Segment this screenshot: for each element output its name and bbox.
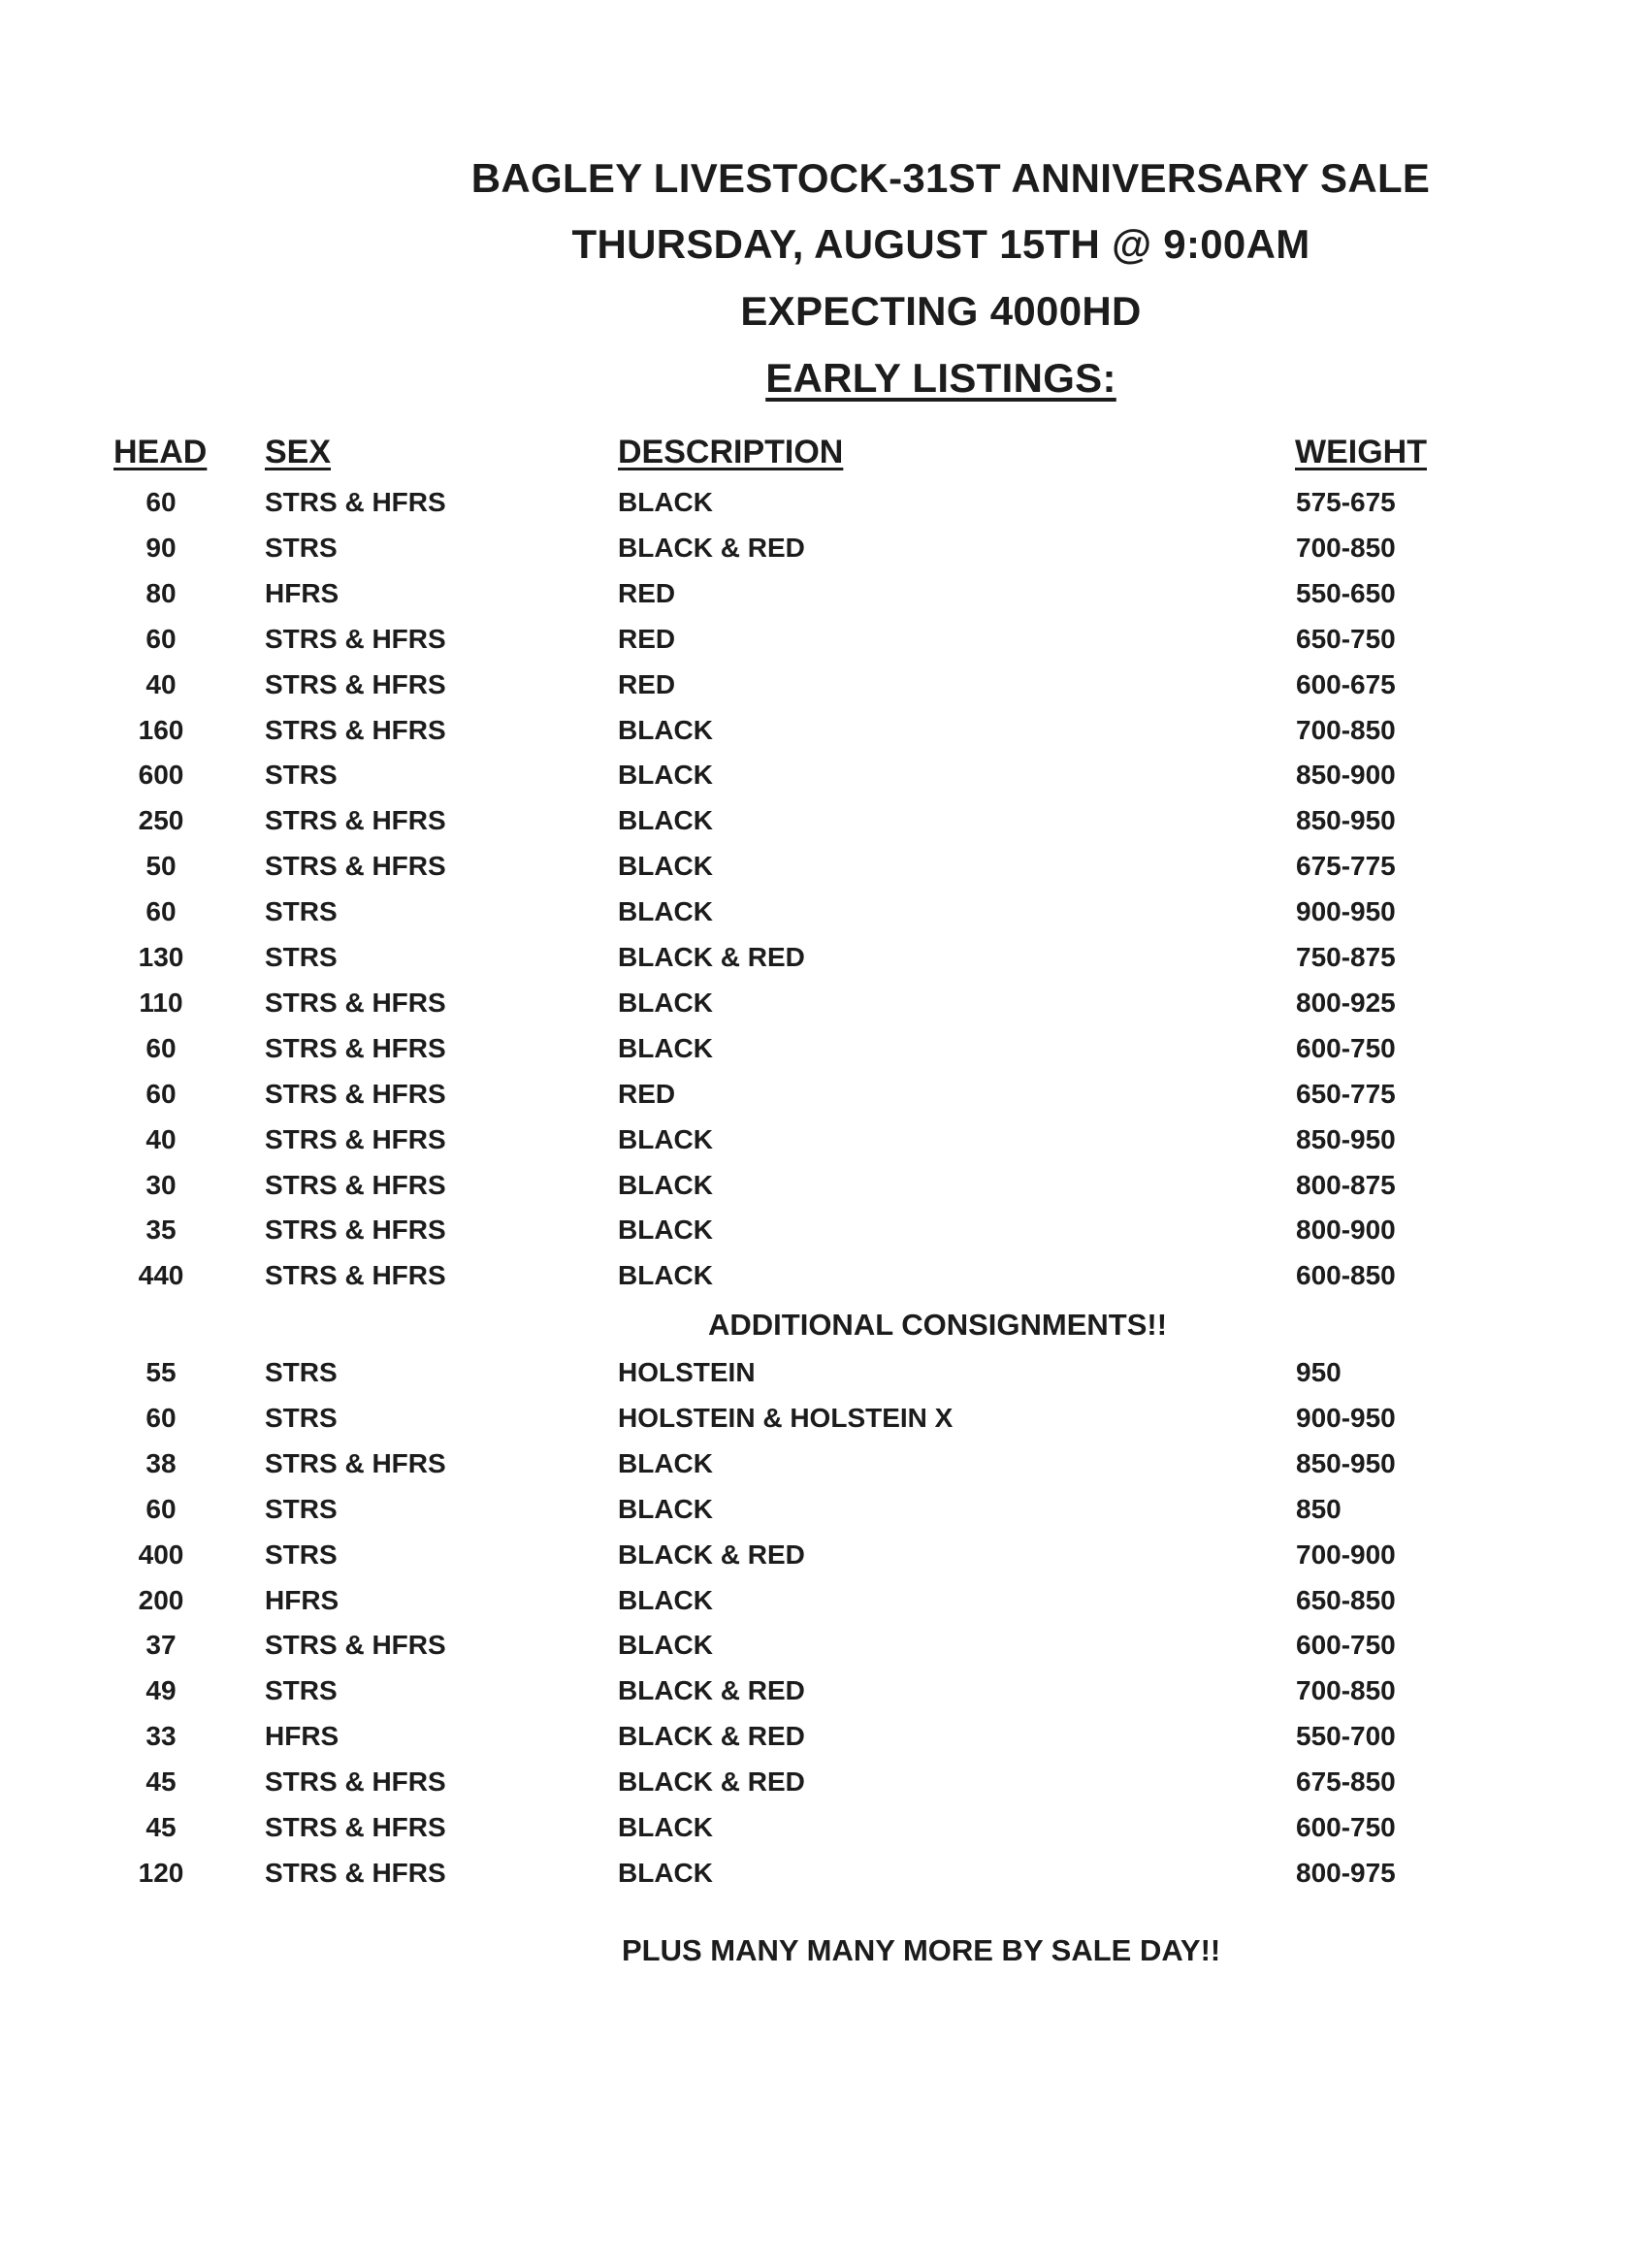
- listing-weight: 600-750: [1296, 1812, 1396, 1842]
- listing-description: BLACK: [618, 1812, 713, 1842]
- listing-weight: 600-750: [1296, 1032, 1396, 1063]
- listing-sex: STRS & HFRS: [265, 1447, 446, 1478]
- listing-sex: STRS: [265, 760, 338, 791]
- listing-sex: STRS & HFRS: [265, 1812, 446, 1842]
- listing-weight: 800-975: [1296, 1857, 1396, 1888]
- listing-description: BLACK: [618, 987, 713, 1018]
- listing-description: BLACK: [618, 1032, 713, 1063]
- expected-head-count: EXPECTING 4000HD: [740, 288, 1142, 334]
- listing-sex: HFRS: [265, 1721, 340, 1752]
- listing-description: BLACK: [618, 1260, 713, 1291]
- listing-head-count: 55: [146, 1357, 177, 1387]
- early-listings-heading: EARLY LISTINGS:: [765, 355, 1116, 401]
- listing-sex: STRS & HFRS: [265, 1630, 446, 1661]
- listing-head-count: 60: [146, 896, 177, 927]
- listing-weight: 750-875: [1296, 942, 1396, 972]
- listing-weight: 675-775: [1296, 851, 1396, 882]
- listing-head-count: 33: [146, 1721, 177, 1752]
- listing-row: [0, 578, 1649, 617]
- listing-sex: STRS: [265, 896, 338, 927]
- listing-description: RED: [618, 623, 676, 654]
- listing-row: [0, 805, 1649, 844]
- listing-weight: 600-675: [1296, 668, 1396, 699]
- listing-row: [0, 533, 1649, 571]
- listing-head-count: 60: [146, 1402, 177, 1433]
- listing-description: BLACK: [618, 1630, 713, 1661]
- listing-weight: 850-900: [1296, 760, 1396, 791]
- listing-head-count: 37: [146, 1630, 177, 1661]
- listing-row: [0, 1494, 1649, 1533]
- listing-weight: 575-675: [1296, 487, 1396, 517]
- listing-weight: 650-750: [1296, 623, 1396, 654]
- listing-description: RED: [618, 1078, 676, 1109]
- listing-weight: 600-750: [1296, 1630, 1396, 1661]
- listing-sex: STRS: [265, 1539, 338, 1570]
- listing-sex: STRS & HFRS: [265, 987, 446, 1018]
- listing-description: RED: [618, 668, 676, 699]
- listing-row: [0, 1448, 1649, 1487]
- listing-sex: STRS & HFRS: [265, 1078, 446, 1109]
- listing-head-count: 130: [138, 942, 184, 972]
- listing-weight: 650-850: [1296, 1584, 1396, 1615]
- listing-description: BLACK: [618, 851, 713, 882]
- listing-head-count: 45: [146, 1766, 177, 1798]
- listing-head-count: 400: [138, 1539, 184, 1570]
- listing-description: BLACK: [618, 805, 713, 836]
- listing-description: HOLSTEIN: [618, 1357, 756, 1387]
- sale-date: THURSDAY, AUGUST 15TH @ 9:00AM: [571, 221, 1310, 267]
- listing-weight: 550-700: [1296, 1721, 1396, 1752]
- listing-row: [0, 1539, 1649, 1578]
- listing-weight: 950: [1296, 1357, 1342, 1387]
- listing-description: BLACK: [618, 1447, 713, 1478]
- listing-description: BLACK: [618, 1857, 713, 1888]
- listing-description: BLACK: [618, 1493, 713, 1524]
- listing-description: BLACK & RED: [618, 1675, 805, 1706]
- listing-description: BLACK: [618, 1215, 713, 1246]
- listing-head-count: 60: [146, 1078, 177, 1109]
- listing-head-count: 40: [146, 1123, 177, 1154]
- listing-row: [0, 1260, 1649, 1299]
- listing-head-count: 110: [139, 987, 183, 1018]
- listing-row: [0, 669, 1649, 708]
- listing-description: BLACK: [618, 714, 713, 745]
- listing-sex: STRS & HFRS: [265, 1260, 446, 1291]
- listing-sex: STRS: [265, 1402, 338, 1433]
- listing-description: BLACK & RED: [618, 942, 805, 972]
- listing-weight: 650-775: [1296, 1078, 1396, 1109]
- listing-weight: 600-850: [1296, 1260, 1396, 1291]
- listing-sex: STRS & HFRS: [265, 1123, 446, 1154]
- column-header-sex: SEX: [265, 434, 332, 470]
- listing-head-count: 250: [138, 805, 184, 836]
- listing-sex: HFRS: [265, 1584, 340, 1615]
- listing-row: [0, 988, 1649, 1026]
- listing-row: [0, 624, 1649, 663]
- listing-sex: STRS & HFRS: [265, 487, 446, 517]
- listing-row: [0, 1357, 1649, 1396]
- listing-head-count: 200: [138, 1584, 184, 1615]
- listing-head-count: 40: [146, 668, 177, 699]
- listing-description: RED: [618, 577, 676, 608]
- listing-head-count: 49: [146, 1675, 177, 1706]
- listing-head-count: 160: [138, 714, 184, 745]
- listing-row: [0, 715, 1649, 754]
- listing-sex: STRS: [265, 532, 338, 563]
- listing-weight: 850: [1296, 1493, 1342, 1524]
- listing-sex: STRS & HFRS: [265, 623, 446, 654]
- listing-row: [0, 1170, 1649, 1209]
- listing-head-count: 440: [138, 1260, 184, 1291]
- listing-head-count: 35: [146, 1215, 177, 1246]
- listing-sex: STRS: [265, 942, 338, 972]
- listing-sex: HFRS: [265, 577, 340, 608]
- listing-sex: STRS: [265, 1357, 338, 1387]
- listing-description: BLACK & RED: [618, 532, 805, 563]
- listing-sex: STRS & HFRS: [265, 1032, 446, 1063]
- listing-sex: STRS & HFRS: [265, 1766, 446, 1798]
- listing-sex: STRS & HFRS: [265, 1169, 446, 1200]
- column-header-head: HEAD: [113, 434, 208, 470]
- listing-row: [0, 896, 1649, 935]
- listing-head-count: 50: [146, 851, 177, 882]
- listing-row: [0, 942, 1649, 981]
- listing-row: [0, 1215, 1649, 1253]
- listing-row: [0, 1721, 1649, 1760]
- listing-head-count: 80: [146, 577, 177, 608]
- listing-row: [0, 1766, 1649, 1805]
- listing-row: [0, 851, 1649, 890]
- column-header-description: DESCRIPTION: [618, 434, 844, 470]
- footer-note: PLUS MANY MANY MORE BY SALE DAY!!: [622, 1933, 1221, 1967]
- listing-row: [0, 1858, 1649, 1896]
- listing-head-count: 45: [146, 1812, 177, 1842]
- listing-row: [0, 1033, 1649, 1072]
- listing-description: BLACK & RED: [618, 1766, 805, 1798]
- listing-weight: 900-950: [1296, 1402, 1396, 1433]
- listing-head-count: 60: [146, 1493, 177, 1524]
- listing-weight: 550-650: [1296, 577, 1396, 608]
- listing-head-count: 60: [146, 1032, 177, 1063]
- listing-weight: 700-900: [1296, 1539, 1396, 1570]
- listing-row: [0, 1812, 1649, 1851]
- listing-head-count: 120: [138, 1857, 184, 1888]
- listing-description: BLACK & RED: [618, 1539, 805, 1570]
- listing-weight: 700-850: [1296, 532, 1396, 563]
- listing-sex: STRS: [265, 1675, 338, 1706]
- listing-description: BLACK: [618, 760, 713, 791]
- listing-weight: 850-950: [1296, 1447, 1396, 1478]
- listing-sex: STRS & HFRS: [265, 1215, 446, 1246]
- listing-description: BLACK: [618, 1123, 713, 1154]
- listing-row: [0, 1585, 1649, 1624]
- additional-consignments-heading: ADDITIONAL CONSIGNMENTS!!: [708, 1308, 1168, 1342]
- sale-title: BAGLEY LIVESTOCK-31ST ANNIVERSARY SALE: [470, 155, 1431, 201]
- listing-description: BLACK: [618, 896, 713, 927]
- listing-description: HOLSTEIN & HOLSTEIN X: [618, 1402, 954, 1433]
- listing-description: BLACK: [618, 487, 713, 517]
- listing-description: BLACK & RED: [618, 1721, 805, 1752]
- listing-weight: 800-900: [1296, 1215, 1396, 1246]
- listing-weight: 675-850: [1296, 1766, 1396, 1798]
- listing-head-count: 60: [146, 487, 177, 517]
- column-header-weight: WEIGHT: [1295, 434, 1427, 470]
- listing-weight: 800-875: [1296, 1169, 1396, 1200]
- listing-row: [0, 1630, 1649, 1669]
- listing-row: [0, 1675, 1649, 1714]
- listing-weight: 700-850: [1296, 1675, 1396, 1706]
- listing-sex: STRS: [265, 1493, 338, 1524]
- listing-row: [0, 1079, 1649, 1118]
- listing-sex: STRS & HFRS: [265, 668, 446, 699]
- listing-head-count: 90: [146, 532, 177, 563]
- listing-weight: 700-850: [1296, 714, 1396, 745]
- listing-description: BLACK: [618, 1584, 713, 1615]
- listing-weight: 850-950: [1296, 805, 1396, 836]
- listing-description: BLACK: [618, 1169, 713, 1200]
- listing-head-count: 38: [146, 1447, 177, 1478]
- listing-sex: STRS & HFRS: [265, 805, 446, 836]
- listing-sex: STRS & HFRS: [265, 851, 446, 882]
- listing-row: [0, 487, 1649, 526]
- listing-weight: 900-950: [1296, 896, 1396, 927]
- listing-weight: 850-950: [1296, 1123, 1396, 1154]
- listing-head-count: 600: [138, 760, 184, 791]
- listing-row: [0, 1124, 1649, 1163]
- listing-sex: STRS & HFRS: [265, 714, 446, 745]
- listing-head-count: 30: [146, 1169, 177, 1200]
- listing-weight: 800-925: [1296, 987, 1396, 1018]
- listing-row: [0, 760, 1649, 798]
- listing-row: [0, 1403, 1649, 1442]
- listing-sex: STRS & HFRS: [265, 1857, 446, 1888]
- listing-head-count: 60: [146, 623, 177, 654]
